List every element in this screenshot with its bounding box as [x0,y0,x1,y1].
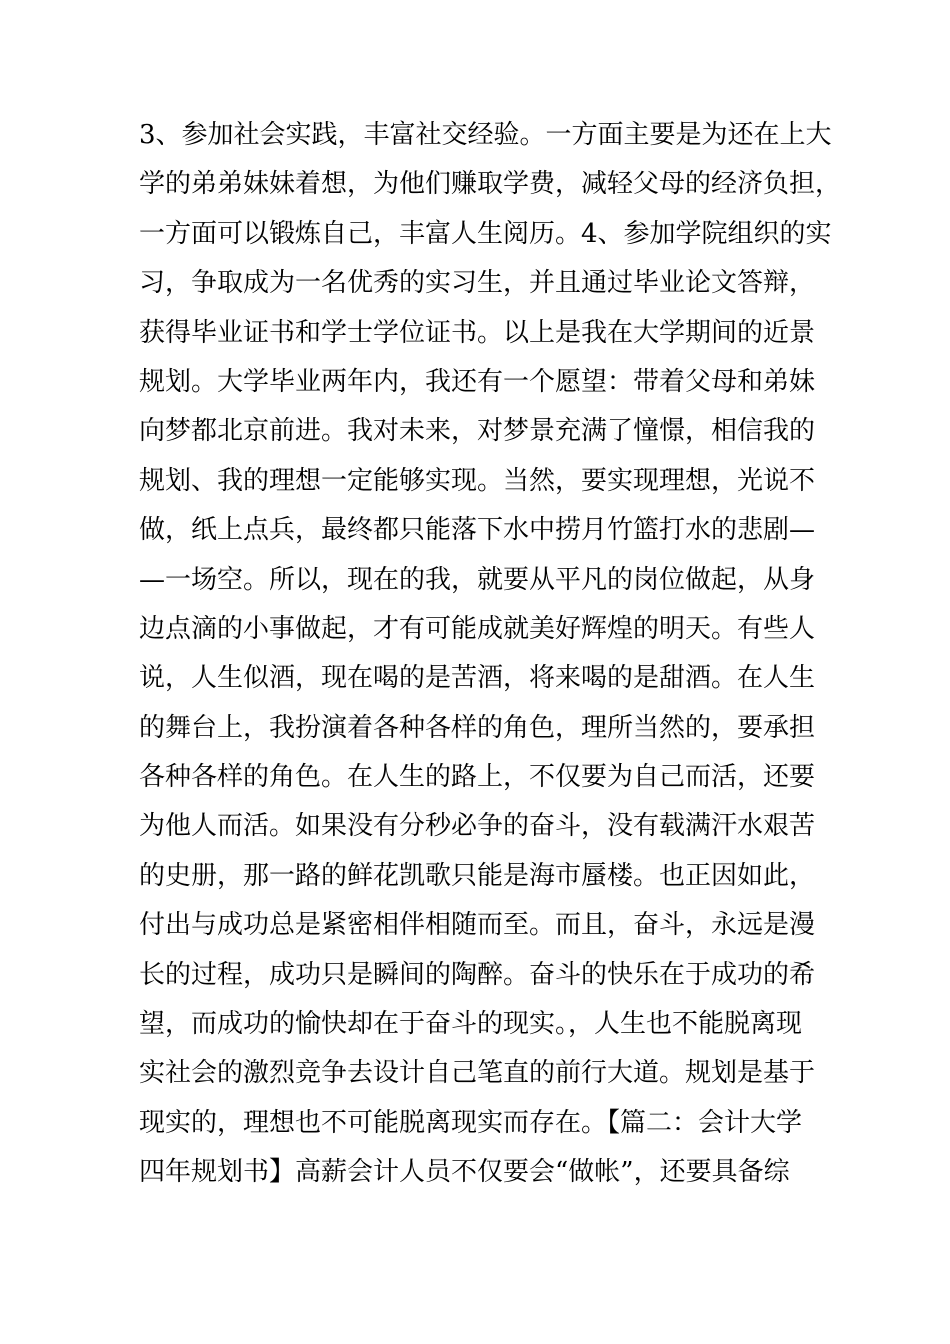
text-line: 望，而成功的愉快却在于奋斗的现实。，人生也不能脱离现 [139,1009,803,1040]
text-line: —一场空。所以，现在的我，就要从平凡的岗位做起，从身 [139,564,816,595]
text-line: 一方面可以锻炼自己，丰富人生阅历。4、参加学院组织的实 [139,218,832,249]
text-line: 3、参加社会实践，丰富社交经验。一方面主要是为还在上大 [139,120,832,150]
text-line: 边点滴的小事做起，才有可能成就美好辉煌的明天。有些人 [139,613,816,644]
text-line: 长的过程，成功只是瞬间的陶醉。奋斗的快乐在于成功的希 [139,959,816,990]
text-line: 做，纸上点兵，最终都只能落下水中捞月竹篮打水的悲剧— [139,515,816,546]
text-line: 实社会的激烈竞争去设计自己笔直的前行大道。规划是基于 [139,1058,816,1089]
text-line: 规划。大学毕业两年内，我还有一个愿望：带着父母和弟妹 [139,366,816,397]
text-line: 各种各样的角色。在人生的路上，不仅要为自己而活，还要 [139,762,816,793]
text-line: 的史册，那一路的鲜花凯歌只能是海市蜃楼。也正因如此， [139,860,816,891]
body-text [139,111,842,1198]
text-line: 获得毕业证书和学士学位证书。以上是我在大学期间的近景 [139,317,816,348]
text-line: 付出与成功总是紧密相伴相随而至。而且，奋斗，永远是漫 [139,910,816,941]
text-line: 四年规划书】高薪会计人员不仅要会“做帐”，还要具备综 [139,1157,790,1188]
text-line: 说，人生似酒，现在喝的是苦酒，将来喝的是甜酒。在人生 [139,663,816,694]
text-line: 规划、我的理想一定能够实现。当然，要实现理想，光说不 [139,465,816,496]
text-line: 习，争取成为一名优秀的实习生，并且通过毕业论文答辩， [139,268,816,299]
text-line: 的舞台上，我扮演着各种各样的角色，理所当然的，要承担 [139,712,816,743]
text-line: 为他人而活。如果没有分秒必争的奋斗，没有载满汗水艰苦 [139,811,816,842]
text-line: 向梦都北京前进。我对未来，对梦景充满了憧憬，相信我的 [139,416,816,447]
text-line: 现实的，理想也不可能脱离现实而存在。【篇二：会计大学 [139,1107,803,1138]
text-line: 学的弟弟妹妹着想，为他们赚取学费，减轻父母的经济负担， [139,169,842,200]
